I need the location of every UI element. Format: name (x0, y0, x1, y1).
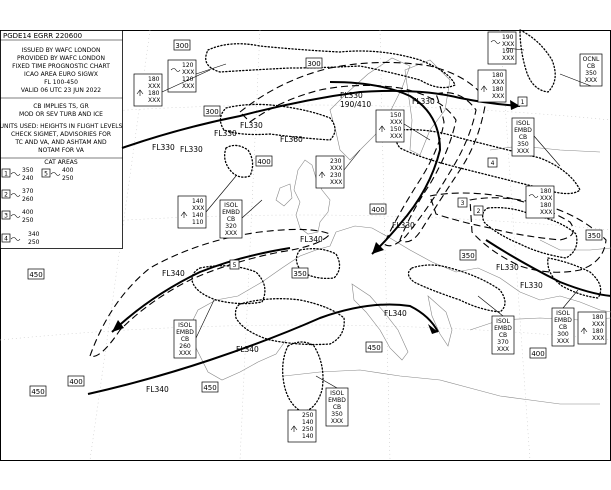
tropopause-height: 350 (461, 252, 475, 260)
tropopause-height: 350 (587, 232, 601, 240)
svg-text:320: 320 (225, 223, 237, 230)
jet-label: FL340 (300, 235, 323, 244)
svg-text:XXX: XXX (592, 321, 605, 328)
svg-text:4: 4 (4, 235, 8, 243)
icing-box (134, 74, 162, 106)
svg-text:EMBD: EMBD (222, 209, 240, 216)
svg-text:CB: CB (498, 332, 508, 339)
jet-label: 190/410 (340, 100, 372, 109)
svg-text:350: 350 (331, 411, 343, 418)
svg-text:180: 180 (148, 76, 160, 83)
svg-text:230: 230 (330, 158, 342, 165)
svg-text:230: 230 (330, 172, 342, 179)
cat-marker: 4 (490, 160, 495, 167)
svg-text:XXX: XXX (540, 209, 553, 216)
jet-label: FL330 (240, 121, 263, 130)
provided-by: PROVIDED BY WAFC LONDON (16, 55, 106, 62)
svg-text:5: 5 (44, 170, 48, 178)
units-note-3: TC AND VA, AND ASHTAM AND (15, 139, 107, 146)
svg-text:XXX: XXX (556, 338, 570, 345)
svg-text:XXX: XXX (516, 148, 530, 155)
svg-text:120: 120 (182, 62, 194, 69)
chart-levels: FL 100-450 (44, 79, 78, 86)
svg-text:150: 150 (390, 126, 402, 133)
svg-text:XXX: XXX (584, 77, 598, 84)
icing-box (316, 156, 344, 188)
svg-text:OCNL: OCNL (582, 56, 600, 63)
jet-label: FL330 (520, 281, 543, 290)
svg-text:CB: CB (558, 324, 568, 331)
tropopause-height: 300 (175, 42, 189, 50)
svg-text:CB: CB (518, 134, 528, 141)
svg-text:300: 300 (557, 331, 569, 338)
jet-label: FL330 (152, 143, 175, 152)
icing-box (288, 410, 316, 442)
svg-text:CB: CB (180, 336, 190, 343)
jet-label: FL340 (162, 269, 185, 278)
svg-text:XXX: XXX (390, 133, 403, 140)
svg-text:190: 190 (502, 34, 514, 41)
svg-text:2: 2 (4, 191, 8, 199)
svg-text:EMBD: EMBD (514, 127, 532, 134)
jet-label: FL330 (412, 97, 435, 106)
jet-label: FL340 (236, 345, 259, 354)
cb-box (580, 54, 602, 86)
tropopause-height: 400 (69, 378, 83, 386)
icing-box (526, 186, 554, 218)
svg-text:EMBD: EMBD (494, 325, 512, 332)
cb-note-1: CB IMPLIES TS, GR (33, 103, 89, 110)
svg-text:3: 3 (4, 212, 8, 220)
tropopause-height: 400 (371, 206, 385, 214)
svg-text:240: 240 (22, 175, 34, 182)
svg-text:180: 180 (492, 72, 504, 79)
svg-text:XXX: XXX (148, 83, 161, 90)
svg-text:150: 150 (390, 112, 402, 119)
svg-text:180: 180 (592, 328, 604, 335)
svg-text:XXX: XXX (178, 350, 192, 357)
svg-text:EMBD: EMBD (328, 397, 346, 404)
svg-text:XXX: XXX (540, 195, 553, 202)
issued-by: ISSUED BY WAFC LONDON (21, 47, 101, 54)
svg-text:XXX: XXX (492, 93, 505, 100)
cb-box (512, 118, 534, 156)
header-panel (0, 31, 123, 249)
icing-box (178, 196, 206, 228)
cat-marker: 1 (520, 99, 525, 106)
cat-marker: 2 (476, 208, 481, 215)
jet-label: FL330 (340, 91, 363, 100)
svg-text:250: 250 (28, 239, 40, 246)
svg-text:ISOL: ISOL (516, 120, 530, 127)
svg-text:XXX: XXX (330, 179, 343, 186)
icing-box (578, 312, 606, 344)
cb-box (492, 316, 514, 354)
icing-box (488, 32, 516, 64)
tropopause-height: 300 (205, 108, 219, 116)
svg-text:120: 120 (182, 76, 194, 83)
svg-text:CB: CB (586, 63, 596, 70)
icing-box (478, 70, 506, 102)
svg-text:180: 180 (540, 202, 552, 209)
cat-marker: 3 (460, 200, 465, 207)
svg-text:XXX: XXX (502, 41, 515, 48)
svg-text:250: 250 (302, 412, 314, 419)
units-note-4: NOTAM FOR VA (38, 147, 84, 154)
svg-text:XXX: XXX (148, 97, 161, 104)
svg-text:EMBD: EMBD (176, 329, 194, 336)
tropopause-height: 450 (203, 384, 217, 392)
jet-label: FL340 (146, 385, 169, 394)
jet-label: FL360 (280, 135, 303, 144)
units-note-2: CHECK SIGMET, ADVISORIES FOR (10, 131, 112, 138)
tropopause-height: 450 (29, 271, 43, 279)
svg-text:370: 370 (22, 188, 34, 195)
svg-text:XXX: XXX (502, 55, 515, 62)
svg-text:140: 140 (192, 212, 204, 219)
icing-box (376, 110, 404, 142)
cb-box (326, 388, 348, 426)
svg-text:XXX: XXX (496, 346, 510, 353)
svg-text:XXX: XXX (592, 335, 605, 342)
svg-text:ISOL: ISOL (178, 322, 192, 329)
svg-text:ISOL: ISOL (556, 310, 570, 317)
svg-text:180: 180 (540, 188, 552, 195)
cb-box (174, 320, 196, 358)
svg-text:110: 110 (192, 219, 204, 226)
chart-type: FIXED TIME PROGNOSTIC CHART (12, 63, 110, 70)
svg-text:250: 250 (62, 175, 74, 182)
svg-text:400: 400 (62, 167, 74, 174)
cat-marker: 5 (232, 262, 237, 269)
svg-text:ISOL: ISOL (496, 318, 510, 325)
svg-text:180: 180 (148, 90, 160, 97)
svg-text:XXX: XXX (330, 165, 343, 172)
svg-text:CB: CB (226, 216, 236, 223)
cb-box (552, 308, 574, 346)
svg-text:ISOL: ISOL (224, 202, 238, 209)
cat-areas-title: CAT AREAS (44, 159, 78, 166)
svg-text:350: 350 (517, 141, 529, 148)
jet-label: FL330 (214, 129, 237, 138)
svg-text:370: 370 (497, 339, 509, 346)
jet-label: FL330 (180, 145, 203, 154)
tropopause-height: 400 (531, 350, 545, 358)
svg-text:140: 140 (302, 433, 314, 440)
svg-text:250: 250 (22, 217, 34, 224)
units-note-1: UNITS USED: HEIGHTS IN FLIGHT LEVELS (0, 123, 123, 130)
tropopause-height: 300 (307, 60, 321, 68)
svg-text:ISOL: ISOL (330, 390, 344, 397)
svg-text:350: 350 (585, 70, 597, 77)
svg-text:180: 180 (492, 86, 504, 93)
svg-text:180: 180 (592, 314, 604, 321)
tropopause-height: 350 (293, 270, 307, 278)
svg-text:250: 250 (302, 426, 314, 433)
svg-text:XXX: XXX (492, 79, 505, 86)
svg-text:1: 1 (4, 170, 8, 178)
tropopause-height: 400 (257, 158, 271, 166)
cb-note-2: MOD OR SEV TURB AND ICE (19, 111, 103, 118)
svg-text:260: 260 (179, 343, 191, 350)
jet-label: FL340 (384, 309, 407, 318)
svg-text:350: 350 (22, 167, 34, 174)
tropopause-height: 450 (367, 344, 381, 352)
svg-text:260: 260 (22, 196, 34, 203)
chart-id: PGDE14 EGRR 220600 (3, 32, 83, 40)
svg-text:140: 140 (192, 198, 204, 205)
svg-text:XXX: XXX (390, 119, 403, 126)
svg-text:CB: CB (332, 404, 342, 411)
jet-label: FL330 (496, 263, 519, 272)
svg-text:400: 400 (22, 209, 34, 216)
valid-time: VALID 06 UTC 23 JUN 2022 (20, 87, 102, 94)
tropopause-height: 450 (31, 388, 45, 396)
svg-text:EMBD: EMBD (554, 317, 572, 324)
jet-label: FL330 (392, 221, 415, 230)
cb-box (220, 200, 242, 238)
chart-area: ICAO AREA EURO SIGWX (24, 71, 98, 78)
svg-text:XXX: XXX (182, 69, 195, 76)
svg-text:XXX: XXX (224, 230, 238, 237)
svg-text:XXX: XXX (192, 205, 205, 212)
svg-text:140: 140 (302, 419, 314, 426)
svg-text:190: 190 (502, 48, 514, 55)
svg-text:XXX: XXX (182, 83, 195, 90)
svg-text:340: 340 (28, 231, 40, 238)
svg-text:XXX: XXX (330, 418, 344, 425)
